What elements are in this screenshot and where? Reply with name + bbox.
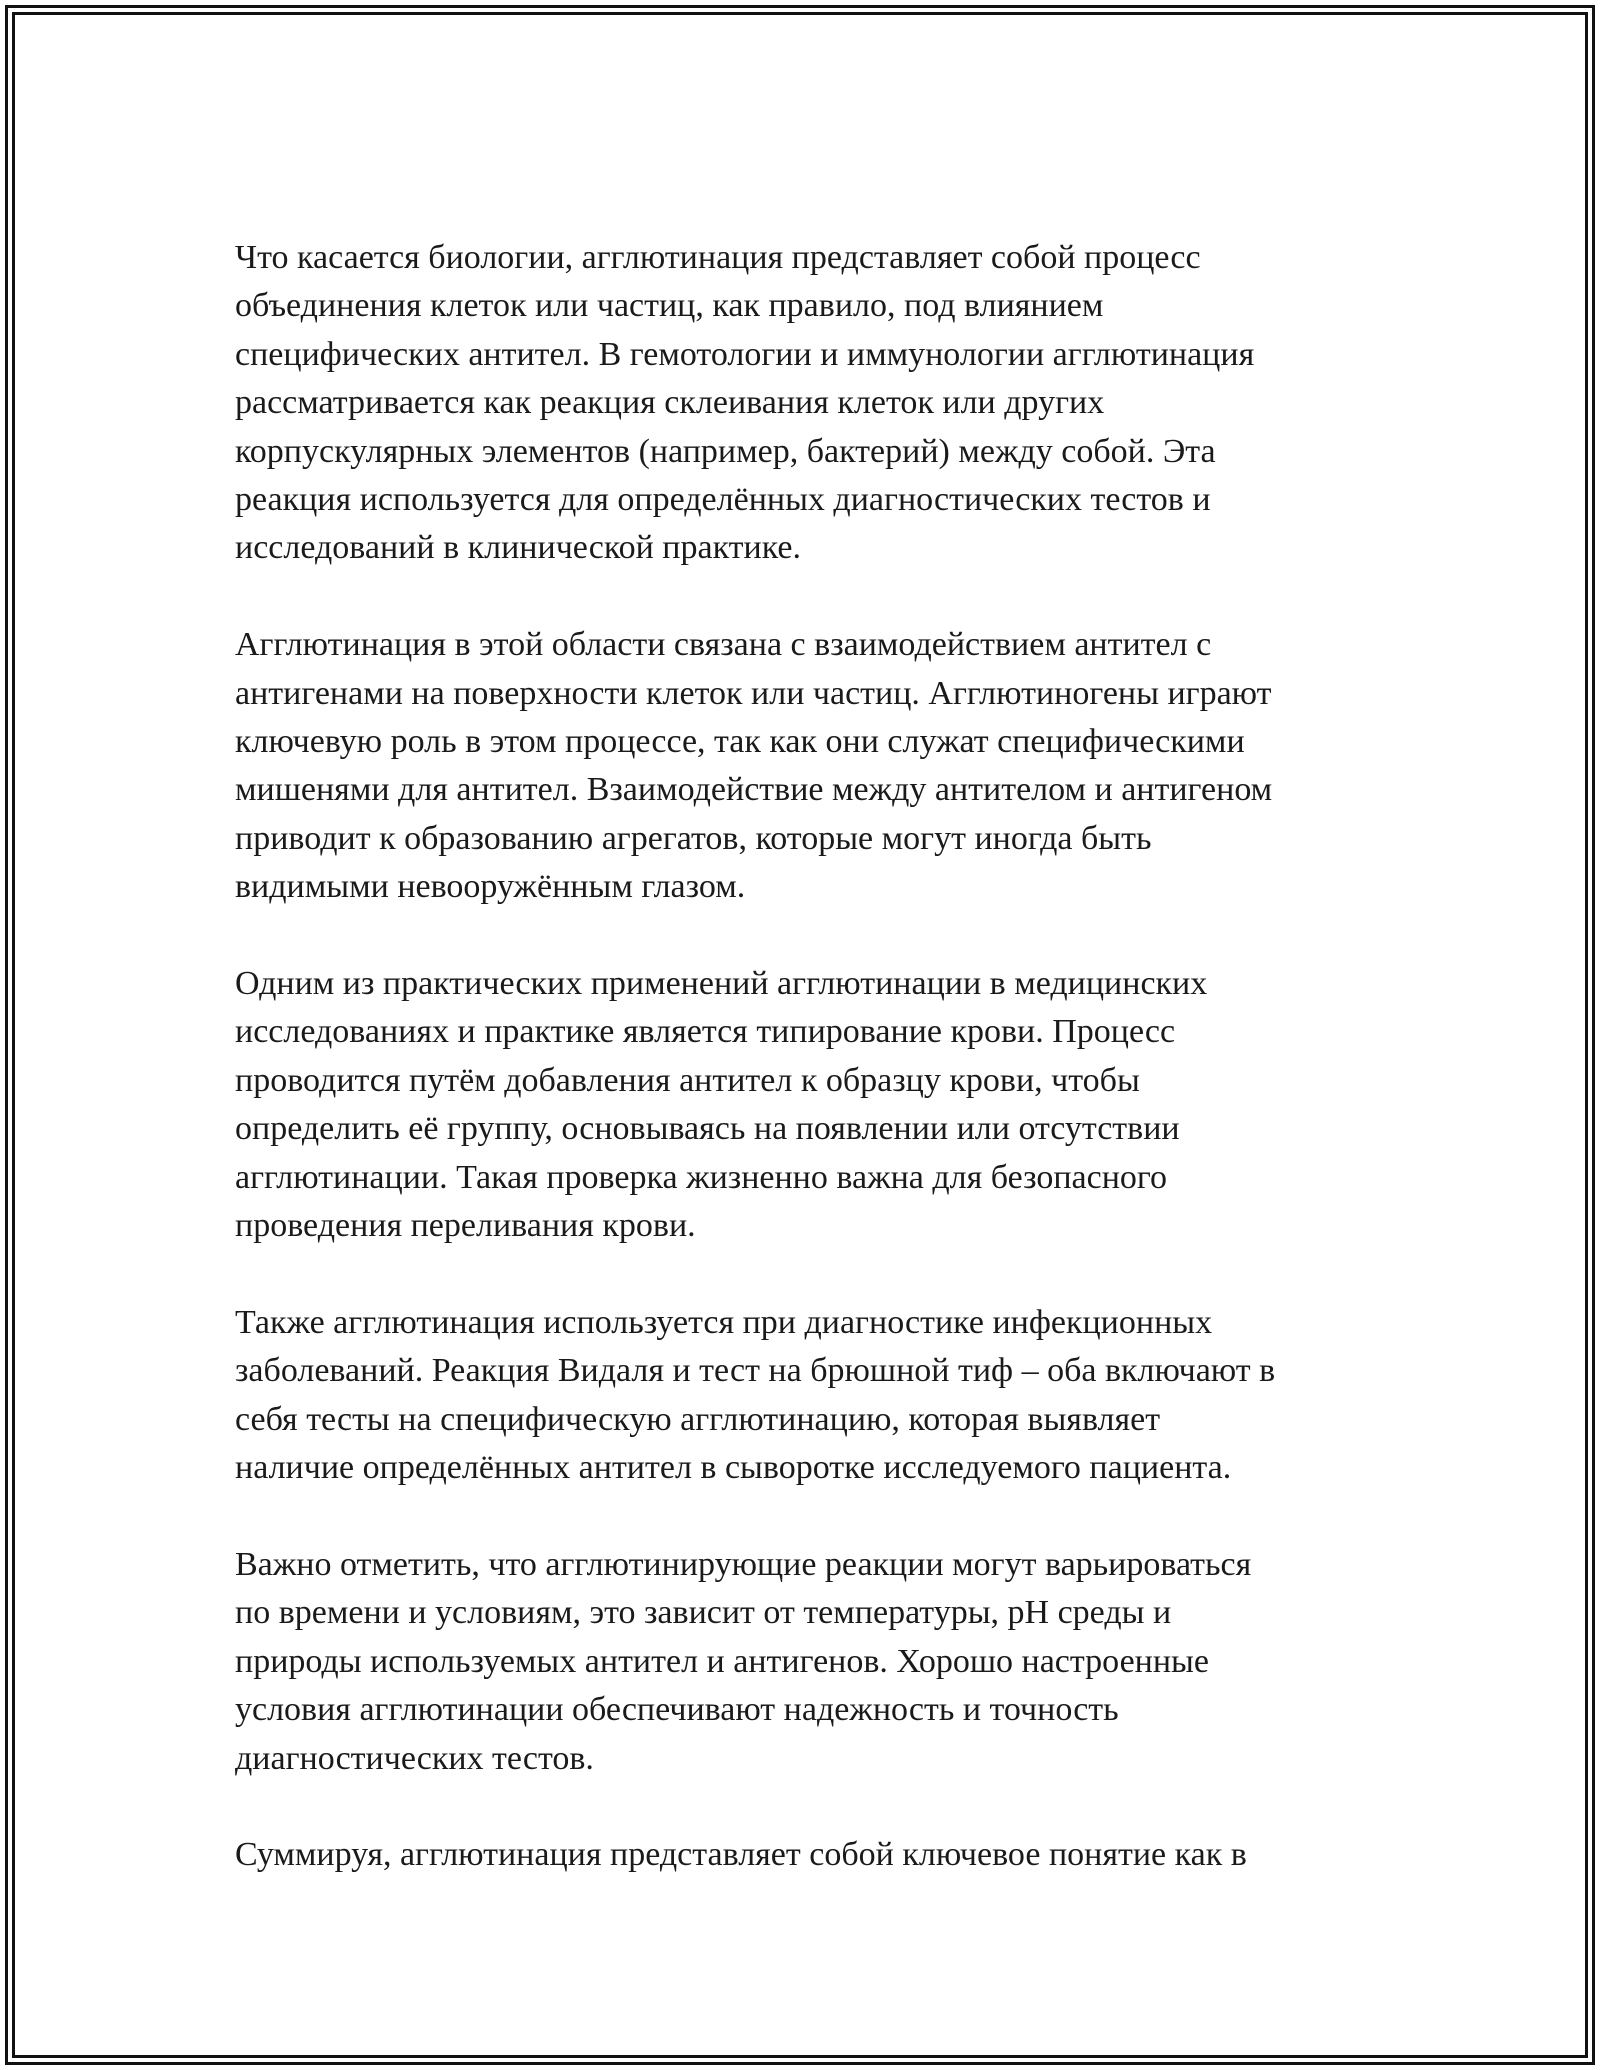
paragraph-blood-typing: Одним из практических применений агглютинации в медицинских исследованиях и практике является типирование крови. Процесс проводится путём добавления антител к образцу крови, чтобы определить её группу, основываясь на появлении или отсутствии агглютинации. Такая проверка жизненно важна для безопасного проведения переливания крови. (235, 965, 1208, 1245)
paragraph-antibody-antigen-interaction: Агглютинация в этой области связана с взаимодействием антител с антигенами на поверхности клеток или частиц. Агглютиногены играют ключевую роль в этом процессе, так как они служат специфическими мишенями для антител. Взаимодействие между антителом и антигеном приводит к образованию агрегатов, которые могут иногда быть видимыми невооружённым глазом. (235, 626, 1273, 906)
paragraph-reaction-conditions: Важно отметить, что агглютинирующие реакции могут варьироваться по времени и условиям, это зависит от температуры, pH среды и природы используемых антител и антигенов. Хорошо настроенные условия агглютинации обеспечивают надежность и точность диагностических тестов. (235, 1545, 1252, 1777)
document-body (235, 234, 1375, 1928)
paragraph-agglutination-definition: Что касается биологии, агглютинация представляет собой процесс объединения клеток или частиц, как правило, под влиянием специфических антител. В гемотологии и иммунологии агглютинация рассматривается как реакция склеивания клеток или других корпускулярных элементов (например, бактерий) между собой. Эта реакция используется для определённых диагностических тестов и исследований в клинической практике. (235, 239, 1255, 567)
paragraph-summary: Суммируя, агглютинация представляет собой ключевое понятие как в (235, 1836, 1247, 1874)
paragraph-infectious-diagnostics: Также агглютинация используется при диагностике инфекционных заболеваний. Реакция Видаля и тест на брюшной тиф – оба включают в себя тесты на специфическую агглютинацию, которая выявляет наличие определённых антител в сыворотке исследуемого пациента. (235, 1303, 1276, 1487)
